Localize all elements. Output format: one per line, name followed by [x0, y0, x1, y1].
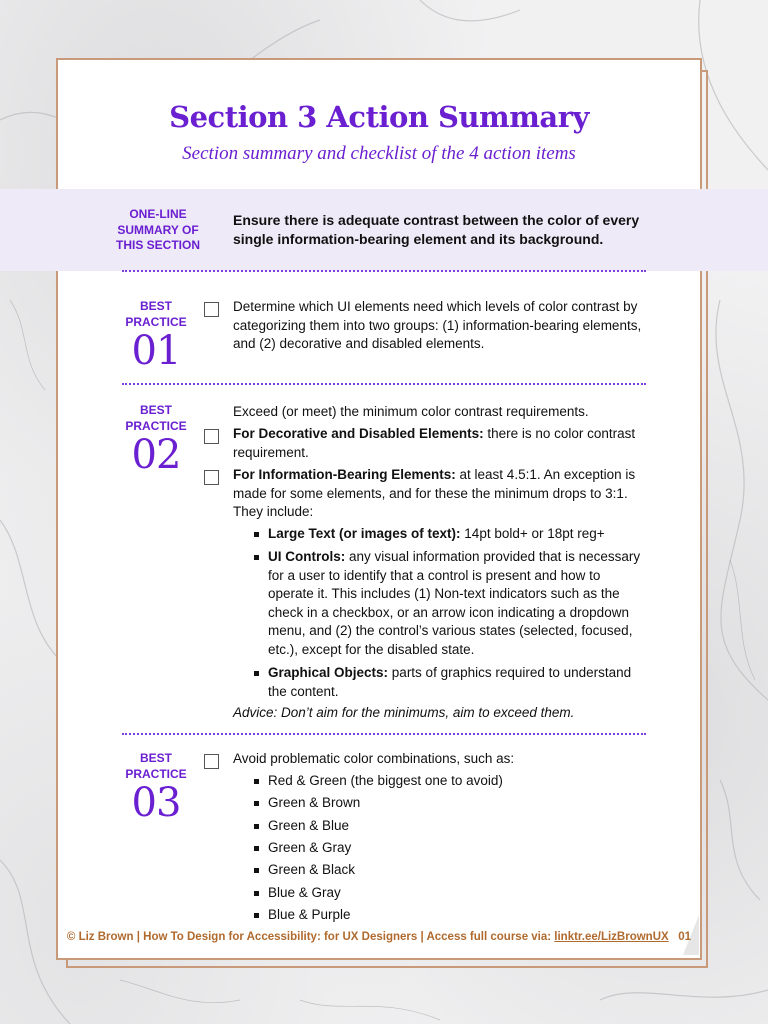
dotted-divider	[122, 733, 646, 735]
page-number: 01	[678, 931, 692, 943]
practice-text: Determine which UI elements need which levels of color contrast by categorizing them into two groups: (1) information-bearing elements, and (2) decorative and disabled elements.	[233, 299, 642, 351]
best-practice-label: BEST PRACTICE	[125, 403, 187, 433]
bullet-icon	[254, 913, 259, 918]
bullet-icon	[254, 824, 259, 829]
practice-intro: Exceed (or meet) the minimum color contrast requirements.	[233, 404, 589, 419]
practice-checkbox[interactable]	[204, 302, 219, 317]
practice-intro: Avoid problematic color combinations, such as:	[233, 751, 515, 766]
best-practice-number: 02	[131, 432, 181, 478]
practice-checkbox[interactable]	[204, 470, 219, 485]
summary-text: Ensure there is adequate contrast between the color of every single information-bearing element and its background.	[233, 212, 640, 247]
bullet-icon	[254, 671, 259, 676]
summary-label: ONE-LINE SUMMARY OF THIS SECTION	[115, 207, 200, 252]
footer	[56, 931, 702, 943]
bullet-icon	[254, 868, 259, 873]
bullet-icon	[254, 555, 259, 560]
bullet-icon	[254, 891, 259, 896]
dotted-divider	[122, 383, 646, 385]
checklist-item-decorative: For Decorative and Disabled Elements: there is no color contrast requirement.	[233, 426, 636, 460]
dotted-divider	[122, 270, 646, 272]
advice-text: Advice: Don’t aim for the minimums, aim to exceed them.	[233, 705, 575, 720]
practice-checkbox[interactable]	[204, 754, 219, 769]
best-practice-number: 01	[131, 328, 181, 374]
footer-credit: © Liz Brown | How To Design for Accessibility: for UX Designers | Access full course via:	[66, 931, 555, 943]
bullet-icon	[254, 532, 259, 537]
page-subtitle: Section summary and checklist of the 4 action items	[182, 143, 576, 164]
bullet-icon	[254, 779, 259, 784]
page-title: Section 3 Action Summary	[169, 100, 589, 134]
best-practice-label: BEST PRACTICE	[125, 751, 187, 781]
bullet-icon	[254, 846, 259, 851]
practice-checkbox[interactable]	[204, 429, 219, 444]
checklist-item-information: For Information-Bearing Elements: at least 4.5:1. An exception is made for some elements, and for these the minimum drops to 3:1. They include:	[233, 467, 636, 519]
best-practice-label: BEST PRACTICE	[125, 299, 187, 329]
course-link[interactable]: linktr.ee/LizBrownUX	[554, 931, 669, 943]
bullet-icon	[254, 801, 259, 806]
best-practice-number: 03	[131, 780, 181, 826]
